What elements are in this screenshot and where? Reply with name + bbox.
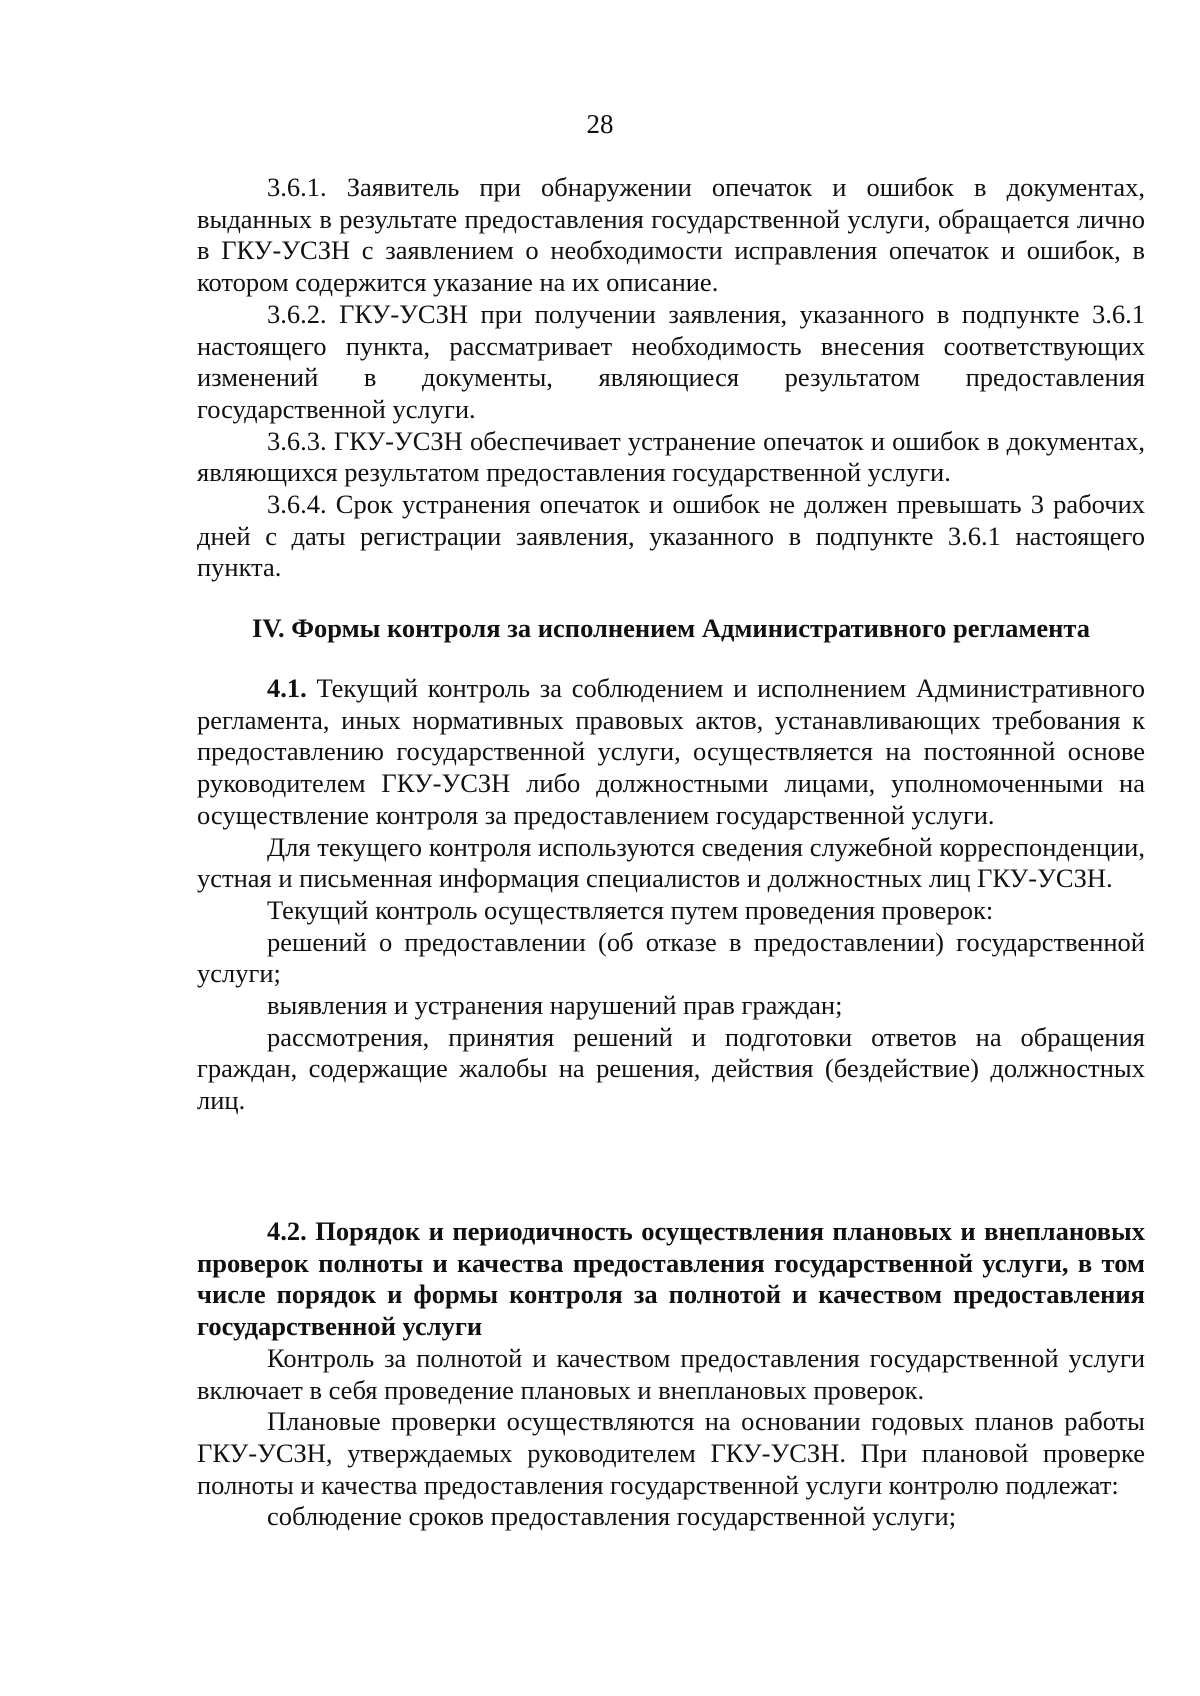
paragraph-4-1-e: выявления и устранения нарушений прав граждан; bbox=[267, 990, 843, 1021]
paragraph-4-2-b: Плановые проверки осуществляются на основании годовых планов работы ГКУ-УСЗН, утверждаемых руководителем ГКУ-УСЗН. При плановой проверке полноты и качества предоставления государственной услуги контролю подлежат: bbox=[197, 1406, 1145, 1500]
paragraph-3-6-1: 3.6.1. Заявитель при обнаружении опечаток и ошибок в документах, выданных в результате предоставления государственной услуги, обращается лично в ГКУ-УСЗН с заявлением о необходимости исправления опечаток и ошибок, в котором содержится указание на их описание. bbox=[197, 172, 1145, 298]
paragraph-4-2-a: Контроль за полнотой и качеством предоставления государственной услуги включает в себя проведение плановых и внеплановых проверок. bbox=[197, 1342, 1145, 1405]
paragraph-4-1-f: рассмотрения, принятия решений и подготовки ответов на обращения граждан, содержащие жалобы на решения, действия (бездействие) должностных лиц. bbox=[197, 1021, 1145, 1116]
paragraph-4-1-d: решений о предоставлении (об отказе в предоставлении) государственной услуги; bbox=[197, 926, 1145, 989]
paragraph-3-6-4: 3.6.4. Срок устранения опечаток и ошибок не должен превышать 3 рабочих дней с даты регистрации заявления, указанного в подпункте 3.6.1 настоящего пункта. bbox=[197, 489, 1145, 583]
paragraph-3-6-2: 3.6.2. ГКУ-УСЗН при получении заявления, указанного в подпункте 3.6.1 настоящего пункта, рассматривает необходимость внесения соответствующих изменений в документы, являющиеся результатом предоставления государственной услуги. bbox=[197, 298, 1145, 424]
page-number: 28 bbox=[586, 109, 614, 139]
section-3-6 bbox=[197, 172, 1145, 584]
paragraph-4-1-text: Текущий контроль за соблюдением и исполнением Административного регламента, иных нормативных правовых актов, устанавливающих требования к предоставлению государственной услуги, осуществляется на постоянной основе руководителем ГКУ-УСЗН либо должностными лицами, уполномоченными на осуществление контроля за предоставлением государственной услуги. bbox=[197, 673, 1145, 830]
section-4-2 bbox=[197, 1216, 1145, 1533]
paragraph-4-2-c: соблюдение сроков предоставления государственной услуги; bbox=[267, 1501, 957, 1532]
paragraph-4-1-c: Текущий контроль осуществляется путем проведения проверок: bbox=[267, 894, 994, 925]
paragraph-4-2-heading: 4.2. Порядок и периодичность осуществления плановых и внеплановых проверок полноты и качества предоставления государственной услуги, в том числе порядок и формы контроля за полнотой и качеством предоставления государственной услуги bbox=[197, 1216, 1145, 1342]
paragraph-4-1-b: Для текущего контроля используются сведения служебной корреспонденции, устная и письменная информация специалистов и должностных лиц ГКУ-УСЗН. bbox=[197, 831, 1145, 894]
paragraph-4-1 bbox=[197, 673, 1145, 832]
section-4-1 bbox=[197, 673, 1145, 1117]
section-4-heading: IV. Формы контроля за исполнением Административного регламента bbox=[252, 613, 1090, 643]
paragraph-4-1-number: 4.1. bbox=[267, 673, 307, 703]
paragraph-3-6-3: 3.6.3. ГКУ-УСЗН обеспечивает устранение опечаток и ошибок в документах, являющихся результатом предоставления государственной услуги. bbox=[197, 425, 1145, 488]
